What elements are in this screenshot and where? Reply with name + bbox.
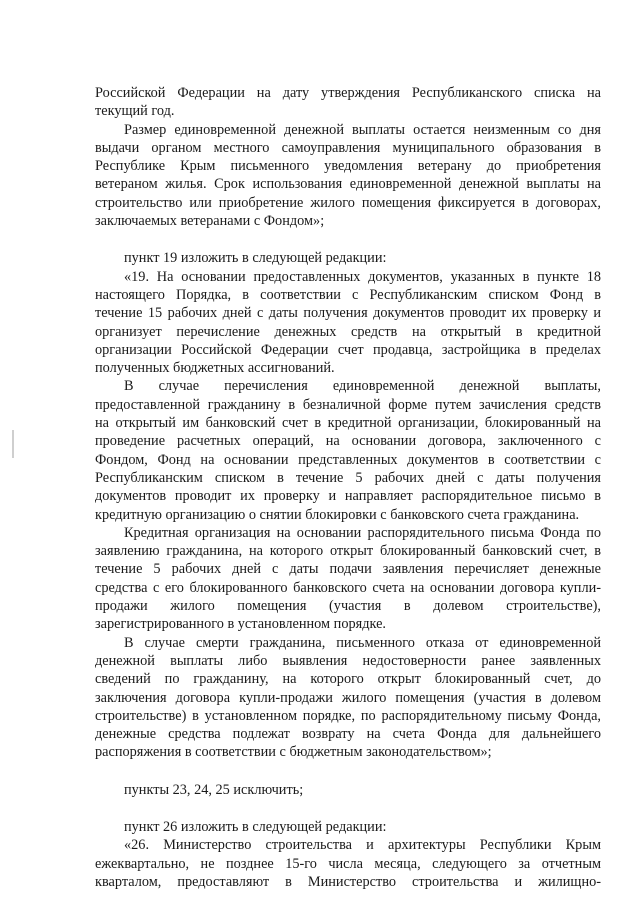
text-line: продажи жилого помещения (участия в долевом строительстве), (95, 598, 601, 615)
text-line: Фондом, Фонд на основании представленных документов в соответствии с (95, 451, 601, 468)
text-line: заключения договора купли-продажи жилого помещения (участия в долевом (95, 689, 601, 706)
text-line: «26. Министерство строительства и архитектуры Республики Крым (124, 837, 601, 854)
text-line: на открытый им банковский счет в кредитной организации, блокированный на (95, 415, 601, 432)
text-line: денежные средства подлежат возврату на счета Фонда для дальнейшего (95, 726, 601, 743)
text-line: денежной выплаты либо выявления недостоверности ранее заявленных (95, 652, 601, 669)
text-line: кредитную организацию о снятии блокировки с банковского счета гражданина. (95, 506, 580, 523)
text-line: сведений по гражданину, на которого открыт блокированный счет, до (95, 671, 601, 688)
text-line: В случае смерти гражданина, письменного отказа от единовременной (124, 634, 601, 651)
text-line: пункты 23, 24, 25 исключить; (124, 781, 304, 798)
text-line: Размер единовременной денежной выплаты остается неизменным со дня (124, 121, 601, 138)
text-line: выдачи органом местного самоуправления муниципального образования в (95, 139, 601, 156)
text-line: ветераном жилья. Срок использования единовременной денежной выплаты на (95, 176, 601, 193)
paragraph-clause-26 (95, 836, 601, 891)
text-line: «19. На основании предоставленных документов, указанных в пункте 18 (124, 268, 601, 285)
text-line: проведение расчетных операций, на основании договора, заключенного с (95, 433, 601, 450)
text-line: Республиканским списком в течение 5 рабочих дней с даты получения (95, 469, 601, 486)
document-body (95, 84, 601, 891)
text-line: Кредитная организация на основании распорядительного письма Фонда по (124, 524, 601, 541)
text-line: течение 5 рабочих дней с даты подачи заявления перечисляет денежные (95, 561, 601, 578)
text-line: Республике Крым письменного уведомления ветерану до приобретения (95, 158, 601, 175)
text-line: пункт 19 изложить в следующей редакции: (124, 250, 387, 267)
paragraph-exclusion (95, 781, 601, 799)
text-line: документов проводит их проверку и направляет распорядительное письмо в (95, 488, 601, 505)
text-line: предоставленной гражданину в безналичной форме путем зачисления средств (95, 396, 601, 413)
paragraph-continuation (95, 84, 601, 121)
paragraph-transfer-case (95, 377, 601, 523)
text-line: Российской Федерации на дату утверждения Республиканского списка на (95, 85, 601, 101)
text-line: течение 15 рабочих дней с даты получения документов проводит их проверку и (95, 305, 601, 322)
scan-artifact-mark (12, 430, 14, 458)
paragraph-payment-amount (95, 121, 601, 231)
text-line: организует перечисление денежных средств на открытый в кредитной (95, 323, 601, 340)
paragraph-clause-19 (95, 268, 601, 378)
text-line: организации Российской Федерации счет продавца, застройщика в пределах (95, 341, 601, 358)
text-line: пункт 26 изложить в следующей редакции: (124, 818, 387, 835)
paragraph-credit-organization (95, 524, 601, 634)
paragraph-refund-case (95, 634, 601, 762)
text-line: В случае перечисления единовременной денежной выплаты, (124, 378, 601, 395)
paragraph-clause-26-intro (95, 818, 601, 836)
text-line: заявлению гражданина, на которого открыт блокированный банковский счет, в (95, 543, 601, 560)
text-line: строительстве) в установленном порядке, по распорядительному письму Фонда, (95, 707, 601, 724)
text-line: кварталом, предоставляют в Министерство строительства и жилищно- (95, 873, 601, 890)
text-line: полученных бюджетных ассигнований. (95, 360, 335, 377)
text-line: распоряжения в соответствии с бюджетным законодательством»; (95, 744, 492, 761)
paragraph-clause-19-intro (95, 249, 601, 267)
text-line: настоящего Порядка, в соответствии с Республиканским списком Фонд в (95, 286, 601, 303)
text-line: ежеквартально, не позднее 15-го числа месяца, следующего за отчетным (95, 855, 601, 872)
text-line: зарегистрированного в установленном порядке. (95, 616, 386, 633)
text-line: строительство или приобретение жилого помещения фиксируется в договорах, (95, 194, 601, 211)
text-line: заключаемых ветеранами с Фондом»; (95, 213, 325, 230)
text-line: средства с его блокированного банковского счета на основании договора купли- (95, 579, 601, 596)
text-line: текущий год. (95, 103, 175, 120)
